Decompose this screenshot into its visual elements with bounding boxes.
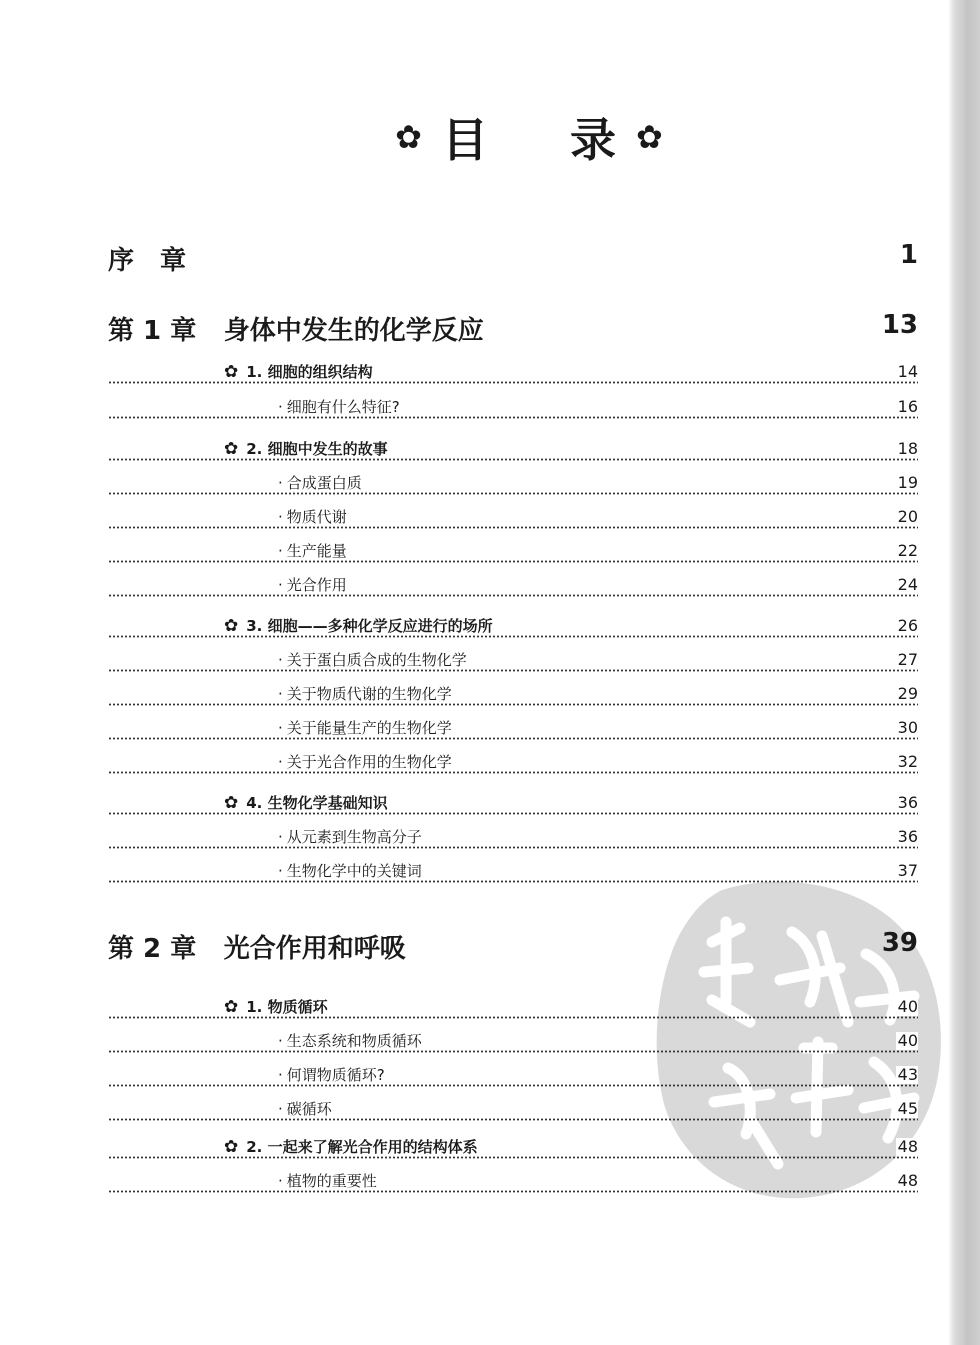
chapter-prologue[interactable] — [108, 240, 918, 277]
toc-item[interactable] — [108, 1063, 918, 1087]
bullet: · — [278, 828, 283, 846]
bullet: · — [278, 719, 283, 737]
toc-item[interactable] — [108, 750, 918, 774]
item-title: 生产能量 — [286, 542, 347, 560]
item-title: 碳循环 — [286, 1100, 332, 1118]
item-title: 细胞有什么特征? — [286, 398, 400, 416]
toc-item[interactable] — [108, 1169, 918, 1193]
chapter-label: 第 2 章 — [108, 934, 197, 964]
chapter-label: 序 章 — [108, 246, 187, 276]
toc-item[interactable] — [108, 1097, 918, 1121]
bullet: · — [278, 576, 283, 594]
page-edge-shadow — [948, 0, 980, 1345]
bullet: · — [278, 1032, 283, 1050]
bullet: · — [278, 753, 283, 771]
item-page: 32 — [897, 752, 918, 771]
item-page: 30 — [897, 718, 918, 737]
item-page: 27 — [897, 650, 918, 669]
chapter-label: 第 1 章 — [108, 316, 197, 346]
item-title: 关于能量生产的生物化学 — [286, 719, 452, 737]
bullet: · — [278, 542, 283, 560]
item-title: 关于蛋白质合成的生物化学 — [286, 651, 467, 669]
toc-item[interactable] — [108, 1029, 918, 1053]
title-char-1: 目 — [441, 113, 490, 167]
item-page: 22 — [897, 541, 918, 560]
bullet: · — [278, 1172, 283, 1190]
toc-item[interactable] — [108, 573, 918, 597]
flower-icon: ✿ — [224, 616, 239, 636]
item-title: 物质代谢 — [286, 508, 347, 526]
toc-section[interactable] — [108, 791, 918, 815]
chapter-2[interactable] — [108, 928, 918, 965]
item-page: 29 — [897, 684, 918, 703]
section-page: 26 — [897, 616, 918, 635]
section-page: 36 — [897, 793, 918, 812]
flower-icon: ✿ — [224, 997, 239, 1017]
item-page: 48 — [897, 1171, 918, 1190]
item-title: 植物的重要性 — [286, 1172, 377, 1190]
item-page: 20 — [897, 507, 918, 526]
item-page: 19 — [897, 473, 918, 492]
bullet: · — [278, 1100, 283, 1118]
toc-section[interactable] — [108, 1135, 918, 1159]
item-title: 合成蛋白质 — [286, 474, 362, 492]
toc-section[interactable] — [108, 360, 918, 384]
section-page: 40 — [897, 997, 918, 1016]
toc-section[interactable] — [108, 614, 918, 638]
item-title: 关于光合作用的生物化学 — [286, 753, 452, 771]
item-title: 关于物质代谢的生物化学 — [286, 685, 452, 703]
section-title: 2. 细胞中发生的故事 — [246, 440, 388, 458]
chapter-1[interactable] — [108, 310, 918, 347]
flower-icon: ✿ — [224, 1137, 239, 1157]
item-title: 光合作用 — [286, 576, 347, 594]
section-title: 2. 一起来了解光合作用的结构体系 — [246, 1138, 478, 1156]
item-title: 何谓物质循环? — [286, 1066, 385, 1084]
item-page: 24 — [897, 575, 918, 594]
bullet: · — [278, 508, 283, 526]
section-page: 14 — [897, 362, 918, 381]
chapter-page: 39 — [881, 928, 918, 958]
toc-item[interactable] — [108, 859, 918, 883]
toc-item[interactable] — [108, 648, 918, 672]
bullet: · — [278, 862, 283, 880]
section-page: 48 — [897, 1137, 918, 1156]
toc-item[interactable] — [108, 395, 918, 419]
bullet: · — [278, 1066, 283, 1084]
chapter-name: 光合作用和呼吸 — [223, 934, 406, 964]
toc-section[interactable] — [108, 437, 918, 461]
flower-icon: ✿ — [636, 118, 665, 156]
chapter-page: 1 — [899, 240, 918, 270]
item-title: 生态系统和物质循环 — [286, 1032, 422, 1050]
flower-icon: ✿ — [395, 118, 424, 156]
bullet: · — [278, 474, 283, 492]
toc-title — [0, 104, 980, 170]
flower-icon: ✿ — [224, 362, 239, 382]
item-page: 43 — [897, 1065, 918, 1084]
section-title: 4. 生物化学基础知识 — [246, 794, 388, 812]
bullet: · — [278, 651, 283, 669]
toc-item[interactable] — [108, 825, 918, 849]
item-page: 36 — [897, 827, 918, 846]
flower-icon: ✿ — [224, 793, 239, 813]
chapter-name: 身体中发生的化学反应 — [223, 316, 484, 346]
section-title: 3. 细胞——多种化学反应进行的场所 — [246, 617, 493, 635]
title-char-2: 录 — [570, 113, 619, 167]
toc-item[interactable] — [108, 471, 918, 495]
toc-item[interactable] — [108, 505, 918, 529]
flower-icon: ✿ — [224, 439, 239, 459]
toc-section[interactable] — [108, 995, 918, 1019]
toc-item[interactable] — [108, 539, 918, 563]
item-page: 16 — [897, 397, 918, 416]
section-title: 1. 细胞的组织结构 — [246, 363, 373, 381]
item-page: 40 — [897, 1031, 918, 1050]
toc-item[interactable] — [108, 716, 918, 740]
toc-item[interactable] — [108, 682, 918, 706]
item-page: 37 — [897, 861, 918, 880]
item-page: 45 — [897, 1099, 918, 1118]
item-title: 生物化学中的关键词 — [286, 862, 422, 880]
bullet: · — [278, 685, 283, 703]
item-title: 从元素到生物高分子 — [286, 828, 422, 846]
section-page: 18 — [897, 439, 918, 458]
bullet: · — [278, 398, 283, 416]
chapter-page: 13 — [881, 310, 918, 340]
section-title: 1. 物质循环 — [246, 998, 328, 1016]
